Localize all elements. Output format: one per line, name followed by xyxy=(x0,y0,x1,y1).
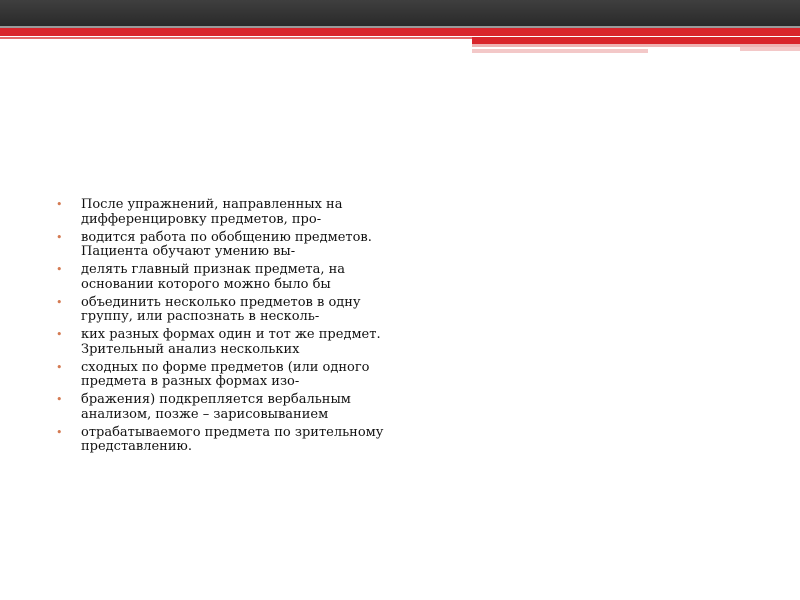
bullet-list xyxy=(56,198,396,455)
bullet-item xyxy=(56,393,396,422)
bullet-text: бражения) подкрепляется вербальным анализом, позже – зарисовыванием xyxy=(81,392,351,422)
bullet-icon: • xyxy=(56,230,63,244)
bullet-item xyxy=(56,328,396,357)
bullet-text: делять главный признак предмета, на основании которого можно было бы xyxy=(81,262,346,292)
bullet-icon: • xyxy=(56,360,63,374)
header-red-right-block xyxy=(472,37,800,44)
header-red-stripe xyxy=(0,28,800,36)
bullet-item xyxy=(56,231,396,260)
bullet-item xyxy=(56,426,396,455)
bullet-icon: • xyxy=(56,295,63,309)
bullet-icon: • xyxy=(56,328,63,341)
bullet-text: водится работа по обобщению предметов. Пациента обучают умению вы- xyxy=(81,229,372,259)
bullet-text: После упражнений, направленных на дифференцировку предметов, про- xyxy=(81,197,343,227)
bullet-item xyxy=(56,296,396,325)
bullet-item xyxy=(56,361,396,390)
bullet-icon: • xyxy=(56,425,63,439)
bullet-text: ких разных формах один и тот же предмет. Зрительный анализ нескольких xyxy=(81,327,381,357)
slide-body xyxy=(56,198,396,458)
bullet-icon: • xyxy=(56,393,63,406)
bullet-text: объединить несколько предметов в одну группу, или распознать в несколь- xyxy=(81,294,361,324)
header-dark-bar xyxy=(0,0,800,26)
bullet-item xyxy=(56,198,396,227)
bullet-text: сходных по форме предметов (или одного предмета в разных формах изо- xyxy=(81,359,370,389)
header-pink-stripe-3 xyxy=(740,47,800,51)
bullet-icon: • xyxy=(56,198,63,211)
bullet-icon: • xyxy=(56,263,63,276)
bullet-text: отрабатываемого предмета по зрительному представлению. xyxy=(81,424,384,454)
bullet-item xyxy=(56,263,396,292)
header-red-thin-stripe xyxy=(0,37,472,39)
header-pink-stripe-2 xyxy=(472,49,648,53)
